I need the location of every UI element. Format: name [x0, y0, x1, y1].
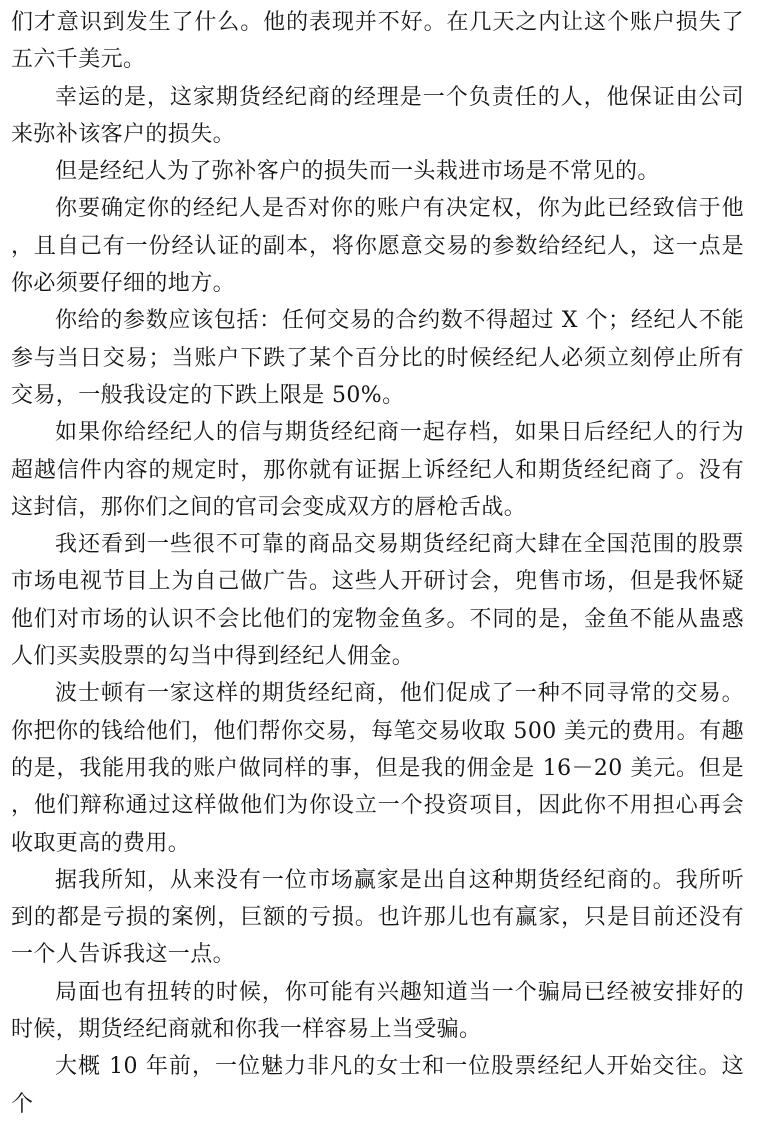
paragraph-1: 们才意识到发生了什么。他的表现并不好。在几天之内让这个账户损失了五六千美元。 [11, 10, 744, 73]
paragraph-6: 如果你给经纪人的信与期货经纪商一起存档，如果日后经纪人的行为超越信件内容的规定时，那你就有证据上诉经纪人和期货经纪商了。没有这封信，那你们之间的官司会变成双方的唇枪舌战。 [11, 420, 744, 520]
paragraph-5: 你给的参数应该包括：任何交易的合约数不得超过 X 个；经纪人不能参与当日交易；当账户下跌了某个百分比的时候经纪人必须立刻停止所有交易，一般我设定的下跌上限是 50%。 [11, 308, 744, 408]
paragraph-10: 局面也有扭转的时候，你可能有兴趣知道当一个骗局已经被安排好的时候，期货经纪商就和你我一样容易上当受骗。 [11, 979, 744, 1043]
paragraph-7: 我还看到一些很不可靠的商品交易期货经纪商大肆在全国范围的股票市场电视节目上为自己做广告。这些人开研讨会，兜售市场，但是我怀疑他们对市场的认识不会比他们的宠物金鱼多。不同的是，金鱼不能从蛊惑人们买卖股票的勾当中得到经纪人佣金。 [11, 532, 744, 670]
paragraph-8: 波士顿有一家这样的期货经纪商，他们促成了一种不同寻常的交易。你把你的钱给他们，他们帮你交易，每笔交易收取 500 美元的费用。有趣的是，我能用我的账户做同样的事，但是我的佣金是 16－20 美元。但是，他们辩称通过这样做他们为你设立一个投资项目，因此你不用担心再会收取更高的费用。 [11, 681, 744, 856]
paragraph-11: 大概 10 年前，一位魅力非凡的女士和一位股票经纪人开始交往。这个 [11, 1054, 744, 1117]
paragraph-4: 你要确定你的经纪人是否对你的账户有决定权，你为此已经致信于他，且自己有一份经认证的副本，将你愿意交易的参数给经纪人，这一点是你必须要仔细的地方。 [11, 196, 744, 297]
paragraph-2: 幸运的是，这家期货经纪商的经理是一个负责任的人，他保证由公司来弥补该客户的损失。 [11, 84, 744, 147]
paragraph-3: 但是经纪人为了弥补客户的损失而一头栽进市场是不常见的。 [55, 159, 660, 185]
paragraph-9: 据我所知，从来没有一位市场赢家是出自这种期货经纪商的。我所听到的都是亏损的案例，巨额的亏损。也许那儿也有赢家，只是目前还没有一个人告诉我这一点。 [11, 867, 744, 968]
